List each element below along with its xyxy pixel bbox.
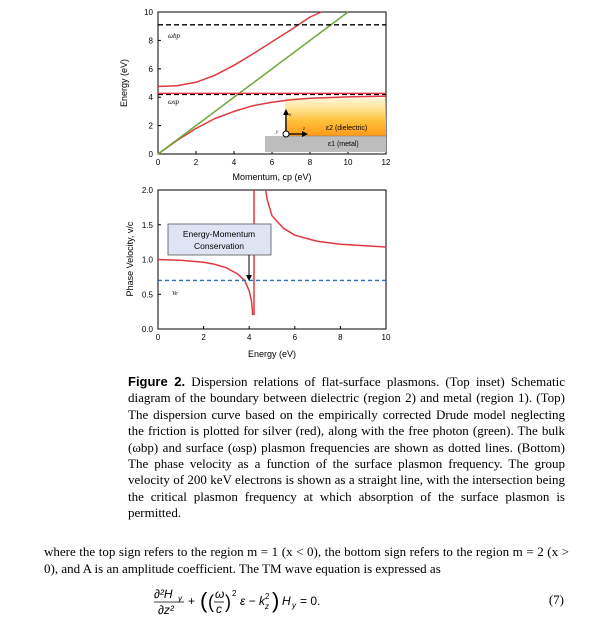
annotation-text-line2: Conservation bbox=[193, 241, 245, 251]
bottom-x-tick-label: 6 bbox=[292, 333, 298, 342]
svg-text:ω: ω bbox=[215, 587, 225, 601]
svg-text:y: y bbox=[178, 594, 182, 603]
bottom-plot-frame bbox=[158, 190, 386, 329]
svg-text:): ) bbox=[272, 588, 280, 613]
inset-y-label: y bbox=[276, 130, 279, 135]
top-x-tick-label: 12 bbox=[381, 158, 391, 167]
svg-text:+: + bbox=[188, 594, 196, 608]
bottom-x-tick-label: 0 bbox=[155, 333, 161, 342]
metal-label: ε1 (metal) bbox=[328, 141, 359, 148]
top-y-tick-label: 6 bbox=[148, 64, 153, 74]
svg-text:∂z²: ∂z² bbox=[158, 603, 174, 617]
svg-text:∂²H: ∂²H bbox=[154, 587, 173, 601]
figure-caption bbox=[128, 374, 565, 522]
equation-7 bbox=[150, 586, 410, 618]
omega-bp-label: ωbp bbox=[168, 32, 180, 40]
bottom-y-tick-label: 1.5 bbox=[141, 220, 153, 230]
dispersion-plot bbox=[119, 8, 391, 182]
bottom-x-tick-label: 4 bbox=[246, 333, 252, 342]
dielectric-label: ε2 (dielectric) bbox=[326, 125, 368, 132]
omega-sp-label: ωsp bbox=[168, 98, 180, 106]
caption-label: Figure 2. bbox=[128, 374, 186, 389]
svg-text:2: 2 bbox=[265, 592, 270, 601]
top-x-tick-label: 4 bbox=[231, 158, 237, 167]
svg-text:): ) bbox=[225, 592, 231, 612]
svg-text:ε − k: ε − k bbox=[240, 594, 265, 608]
svg-text:y: y bbox=[292, 601, 296, 610]
phase-velocity-plot bbox=[125, 186, 391, 359]
equation-number: (7) bbox=[548, 592, 564, 607]
bottom-y-axis-label: Phase Velocity, v/c bbox=[125, 221, 135, 297]
top-x-tick-label: 6 bbox=[269, 158, 275, 167]
caption-text: Dispersion relations of flat-surface plasmons. (Top inset) Schematic diagram of the boundary between dielectric (region 2) and metal (region 1). (Top) The dispersion curve based on the empirically corrected Drude model neglecting the friction is plotted for silver (red), along with the free photon (green). The bulk (ωbp) and surface (ωsp) plasmon frequencies are shown as dotted lines. (Bottom) The phase velocity as a function of the surface plasmon frequency. The group velocity of 200 keV electrons is shown as a straight line, with the intersection being the critical plasmon frequency at which absorption of the surface plasmon is permitted. bbox=[128, 374, 565, 521]
inset-schematic bbox=[265, 98, 386, 152]
svg-text:H: H bbox=[282, 594, 291, 608]
metal-region bbox=[265, 136, 386, 152]
bottom-x-tick-label: 8 bbox=[338, 333, 343, 342]
energy-momentum-annotation bbox=[168, 224, 271, 281]
svg-text:c: c bbox=[216, 602, 222, 616]
bottom-x-tick-label: 10 bbox=[381, 333, 391, 342]
bottom-y-tick-label: 1.0 bbox=[141, 255, 153, 265]
bottom-y-tick-label: 2.0 bbox=[141, 186, 153, 195]
top-y-tick-label: 0 bbox=[148, 150, 153, 159]
top-x-tick-label: 0 bbox=[155, 158, 161, 167]
ve-label: Ve bbox=[172, 291, 178, 297]
top-x-axis-label: Momentum, cp (eV) bbox=[232, 172, 312, 182]
bottom-x-tick-label: 2 bbox=[201, 333, 206, 342]
annotation-text-line1: Energy-Momentum bbox=[182, 229, 256, 239]
top-x-tick-label: 2 bbox=[193, 158, 199, 167]
top-y-tick-label: 8 bbox=[148, 36, 153, 46]
top-x-tick-label: 8 bbox=[307, 158, 313, 167]
svg-text:(: ( bbox=[200, 588, 208, 613]
svg-text:2: 2 bbox=[232, 589, 237, 598]
inset-x-label: x bbox=[289, 113, 292, 118]
svg-text:= 0.: = 0. bbox=[300, 594, 321, 608]
bottom-y-tick-label: 0.5 bbox=[141, 290, 153, 300]
top-y-axis-label: Energy (eV) bbox=[119, 58, 129, 108]
top-x-tick-label: 10 bbox=[343, 158, 353, 167]
bottom-x-axis-label: Energy (eV) bbox=[247, 349, 297, 359]
bottom-y-tick-label: 0.0 bbox=[141, 325, 153, 334]
inset-z-label: z bbox=[303, 127, 305, 132]
top-y-tick-label: 2 bbox=[148, 121, 153, 131]
body-paragraph: where the top sign refers to the region m = 1 (x < 0), the bottom sign refers to the region m = 2 (x > 0), and A is an amplitude coefficient. The TM wave equation is expressed as bbox=[44, 544, 569, 576]
bottom-series-2 bbox=[266, 190, 386, 247]
top-y-tick-label: 10 bbox=[144, 8, 153, 17]
top-series-0 bbox=[158, 12, 321, 87]
svg-text:(: ( bbox=[208, 592, 214, 612]
svg-text:z: z bbox=[265, 602, 269, 611]
top-y-tick-label: 4 bbox=[148, 93, 153, 103]
bottom-series-0 bbox=[158, 260, 253, 316]
